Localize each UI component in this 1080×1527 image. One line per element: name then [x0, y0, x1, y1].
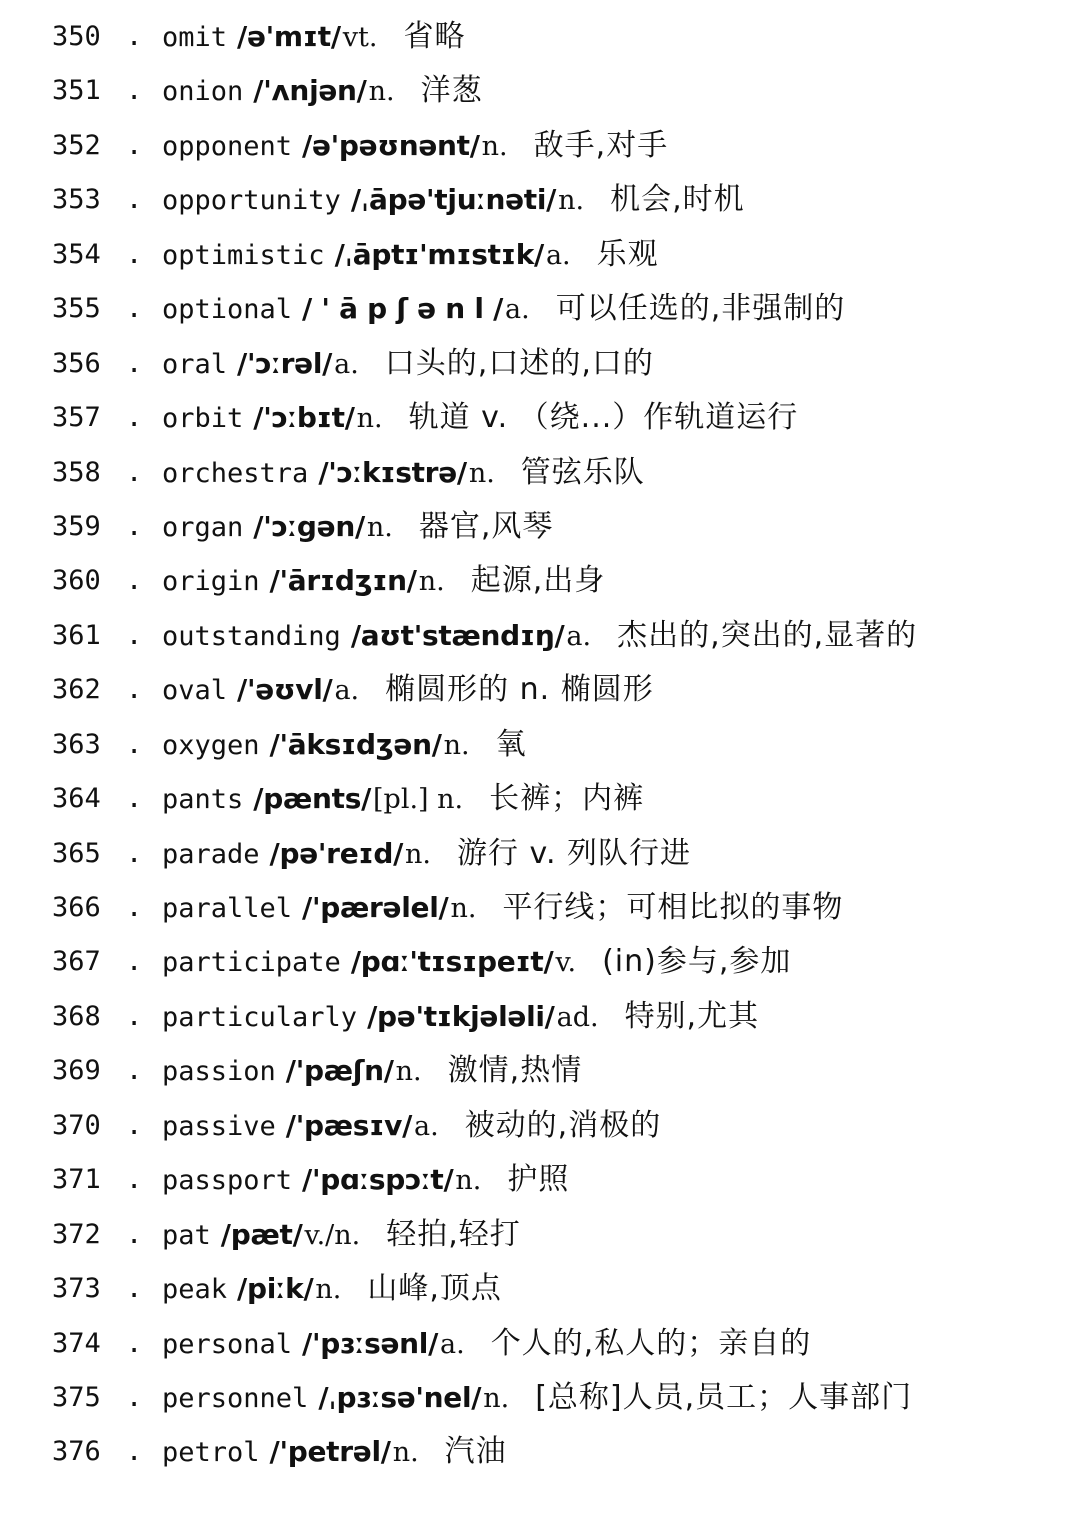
entry-phonetic: /piːk/ [237, 1272, 314, 1306]
entry-pos: n. [368, 76, 395, 108]
entry-number: 359 [52, 510, 101, 542]
vocabulary-list [0, 10, 1080, 1480]
entry-pos: a. [440, 1328, 465, 1360]
entry-number: 369 [52, 1055, 101, 1087]
entry-pos: n. [483, 1382, 510, 1414]
entry-375 [0, 1371, 1080, 1425]
entry-359 [0, 500, 1080, 554]
entry-number: 352 [52, 129, 101, 161]
entry-dot: . [126, 293, 143, 325]
entry-dot: . [126, 75, 143, 107]
entry-meaning: 被动的,消极的 [464, 1107, 662, 1143]
entry-phonetic: /pænts/ [253, 782, 372, 816]
entry-word: origin [162, 566, 260, 598]
entry-meaning: 机会,时机 [610, 182, 745, 218]
entry-phonetic: /'petrəl/ [269, 1435, 391, 1469]
entry-phonetic: /'ɔːkɪstrə/ [318, 455, 467, 489]
entry-meaning: [总称]人员,员工；人事部门 [535, 1379, 913, 1415]
entry-dot: . [126, 1109, 143, 1141]
entry-word: passion [162, 1056, 276, 1088]
entry-word: omit [162, 22, 228, 53]
entry-word: passport [162, 1165, 293, 1197]
entry-phonetic: /'ɔːgən/ [253, 509, 365, 543]
entry-number: 355 [52, 293, 101, 325]
entry-362 [0, 663, 1080, 717]
entry-dot: . [126, 728, 143, 760]
entry-phonetic: /'āksɪdʒən/ [269, 727, 442, 761]
entry-dot: . [126, 21, 143, 52]
entry-meaning: 口头的,口述的,口的 [384, 345, 654, 381]
entry-373 [0, 1262, 1080, 1316]
entry-phonetic: /'ɔːrəl/ [237, 346, 333, 380]
entry-361 [0, 609, 1080, 663]
entry-number: 361 [52, 619, 101, 651]
entry-pos: ad. [556, 1001, 599, 1033]
entry-367 [0, 935, 1080, 989]
entry-pos: a. [334, 348, 359, 380]
entry-meaning: 起源,出身 [470, 563, 606, 599]
entry-word: petrol [162, 1437, 260, 1469]
entry-number: 354 [52, 238, 101, 270]
entry-number: 353 [52, 184, 101, 216]
entry-word: participate [162, 947, 341, 979]
entry-number: 368 [52, 1000, 101, 1032]
entry-352 [0, 119, 1080, 173]
entry-word: opponent [162, 130, 293, 162]
entry-number: 366 [52, 892, 101, 923]
entry-word: personnel [162, 1382, 309, 1414]
entry-phonetic: /ˌāpə'tjuːnəti/ [350, 183, 557, 217]
entry-number: 365 [52, 837, 101, 869]
entry-phonetic: /pə'tɪkjələli/ [367, 999, 555, 1033]
entry-meaning: 轻拍,轻打 [386, 1216, 521, 1252]
entry-phonetic: /ə'pəʊnənt/ [302, 128, 480, 162]
entry-meaning: 氧 [495, 726, 527, 762]
entry-pos: a. [505, 294, 530, 326]
entry-number: 360 [52, 565, 101, 597]
entry-meaning: 护照 [507, 1162, 570, 1198]
entry-pos: n. [468, 457, 495, 489]
entry-360 [0, 554, 1080, 608]
entry-word: particularly [162, 1001, 358, 1033]
entry-phonetic: /ˌāptɪ'mɪstɪk/ [334, 237, 544, 271]
entry-phonetic: /'pɜːsənl/ [302, 1326, 438, 1360]
entry-word: outstanding [162, 620, 341, 652]
entry-word: orchestra [162, 457, 309, 489]
entry-356 [0, 337, 1080, 391]
entry-365 [0, 827, 1080, 881]
entry-word: oxygen [162, 729, 260, 761]
entry-number: 367 [52, 946, 101, 978]
entry-dot: . [126, 510, 143, 542]
entry-meaning: 器官,风琴 [418, 508, 554, 544]
entry-word: pat [162, 1219, 211, 1251]
entry-meaning: 乐观 [596, 236, 659, 272]
entry-word: peak [162, 1274, 228, 1306]
entry-number: 370 [52, 1109, 101, 1141]
entry-pos: n. [481, 130, 508, 162]
entry-dot: . [126, 1327, 143, 1359]
entry-number: 364 [52, 783, 101, 815]
entry-phonetic: / ' ā p ʃ ə n l / [302, 292, 504, 326]
entry-number: 374 [52, 1327, 101, 1359]
entry-pos: vt. [342, 22, 378, 53]
entry-meaning: 汽油 [444, 1434, 507, 1470]
entry-phonetic: /'pæʃn/ [285, 1054, 394, 1088]
entry-word: oral [162, 348, 228, 380]
entry-meaning: 山峰,顶点 [367, 1271, 502, 1307]
entry-phonetic: /'əʊvl/ [237, 673, 333, 707]
entry-phonetic: /'pærəlel/ [302, 891, 449, 924]
entry-pos: n. [366, 511, 393, 543]
entry-366 [0, 881, 1080, 935]
entry-dot: . [126, 456, 143, 488]
entry-pos: n. [450, 893, 477, 924]
entry-353 [0, 173, 1080, 227]
entry-dot: . [126, 402, 143, 434]
entry-dot: . [126, 674, 143, 706]
entry-351 [0, 64, 1080, 118]
entry-dot: . [126, 1436, 143, 1468]
entry-dot: . [126, 1164, 143, 1196]
entry-dot: . [126, 1218, 143, 1250]
entry-350 [0, 10, 1080, 64]
entry-363 [0, 718, 1080, 772]
entry-dot: . [126, 238, 143, 270]
entry-pos: [pl.] n. [373, 784, 464, 816]
entry-word: parallel [162, 893, 293, 924]
entry-meaning: 可以任选的,非强制的 [555, 291, 846, 327]
entry-meaning: 省略 [403, 19, 466, 54]
entry-meaning: 杰出的,突出的,显著的 [617, 617, 918, 653]
entry-number: 350 [52, 21, 101, 52]
entry-meaning: 个人的,私人的；亲自的 [490, 1325, 812, 1361]
entry-phonetic: /ˌpɜːsə'nel/ [318, 1380, 482, 1414]
entry-pos: n. [392, 1437, 419, 1469]
entry-meaning: 平行线；可相比拟的事物 [502, 890, 844, 925]
entry-meaning: 激情,热情 [447, 1053, 583, 1089]
entry-dot: . [126, 1381, 143, 1413]
entry-369 [0, 1044, 1080, 1098]
entry-phonetic: /'ārɪdʒɪn/ [269, 564, 417, 598]
entry-dot: . [126, 184, 143, 216]
entry-phonetic: /pæt/ [220, 1217, 303, 1251]
entry-pos: n. [405, 838, 432, 870]
entry-word: organ [162, 511, 244, 543]
entry-number: 363 [52, 728, 101, 760]
entry-372 [0, 1208, 1080, 1262]
entry-word: pants [162, 784, 244, 816]
entry-dot: . [126, 129, 143, 161]
entry-370 [0, 1099, 1080, 1153]
entry-phonetic: /aʊt'stændɪŋ/ [350, 618, 565, 652]
entry-number: 372 [52, 1218, 101, 1250]
entry-meaning: 轨道 v. （绕...）作轨道运行 [408, 400, 799, 436]
entry-word: oval [162, 675, 228, 707]
entry-phonetic: /'pæsɪv/ [285, 1108, 412, 1142]
entry-meaning: 洋葱 [420, 73, 483, 109]
entry-number: 373 [52, 1273, 101, 1305]
entry-phonetic: /ə'mɪt/ [237, 20, 341, 53]
entry-number: 362 [52, 674, 101, 706]
entry-354 [0, 228, 1080, 282]
entry-pos: a. [334, 675, 360, 707]
entry-phonetic: /'ɔːbɪt/ [253, 401, 355, 435]
entry-word: parade [162, 838, 260, 870]
entry-number: 376 [52, 1436, 101, 1468]
entry-dot: . [126, 1000, 143, 1032]
entry-phonetic: /'ʌnjən/ [253, 74, 367, 108]
entry-word: personal [162, 1328, 293, 1360]
entry-371 [0, 1153, 1080, 1207]
entry-dot: . [126, 619, 143, 651]
entry-pos: a. [545, 239, 571, 271]
entry-355 [0, 282, 1080, 336]
entry-dot: . [126, 565, 143, 597]
entry-word: optimistic [162, 239, 325, 271]
entry-word: optional [162, 294, 293, 326]
entry-dot: . [126, 347, 143, 379]
entry-meaning: 游行 v. 列队行进 [457, 835, 692, 871]
entry-dot: . [126, 1055, 143, 1087]
entry-358 [0, 446, 1080, 500]
entry-number: 371 [52, 1164, 101, 1196]
entry-pos: n. [418, 566, 445, 598]
entry-368 [0, 990, 1080, 1044]
entry-number: 357 [52, 402, 101, 434]
entry-meaning: 管弦乐队 [520, 454, 645, 490]
entry-pos: v./n. [304, 1219, 361, 1251]
entry-number: 351 [52, 75, 101, 107]
entry-word: onion [162, 76, 244, 108]
entry-pos: n. [455, 1165, 482, 1197]
entry-dot: . [126, 837, 143, 869]
entry-phonetic: /pə'reɪd/ [269, 836, 404, 870]
entry-phonetic: /pɑː'tɪsɪpeɪt/ [350, 945, 554, 979]
entry-pos: n. [395, 1056, 422, 1088]
entry-pos: n. [558, 185, 585, 217]
entry-pos: v. [555, 947, 577, 979]
entry-meaning: 特别,尤其 [624, 998, 760, 1034]
entry-dot: . [126, 783, 143, 815]
entry-dot: . [126, 1273, 143, 1305]
entry-word: opportunity [162, 185, 341, 217]
entry-word: passive [162, 1110, 276, 1142]
entry-number: 356 [52, 347, 101, 379]
entry-meaning: (in)参与,参加 [602, 944, 792, 980]
entry-phonetic: /'pɑːspɔːt/ [302, 1163, 454, 1197]
entry-meaning: 敌手,对手 [533, 127, 669, 163]
entry-pos: n. [443, 729, 470, 761]
entry-meaning: 长裤；内裤 [489, 781, 645, 817]
entry-number: 358 [52, 456, 101, 488]
entry-374 [0, 1317, 1080, 1371]
entry-pos: a. [414, 1110, 439, 1142]
entry-pos: a. [566, 620, 592, 652]
entry-pos: n. [356, 403, 383, 435]
entry-dot: . [126, 946, 143, 978]
entry-364 [0, 772, 1080, 826]
entry-dot: . [126, 892, 143, 923]
entry-meaning: 椭圆形的 n. 椭圆形 [385, 672, 654, 708]
entry-357 [0, 391, 1080, 445]
entry-word: orbit [162, 403, 244, 435]
entry-number: 375 [52, 1381, 101, 1413]
entry-376 [0, 1425, 1080, 1479]
entry-pos: n. [315, 1274, 342, 1306]
